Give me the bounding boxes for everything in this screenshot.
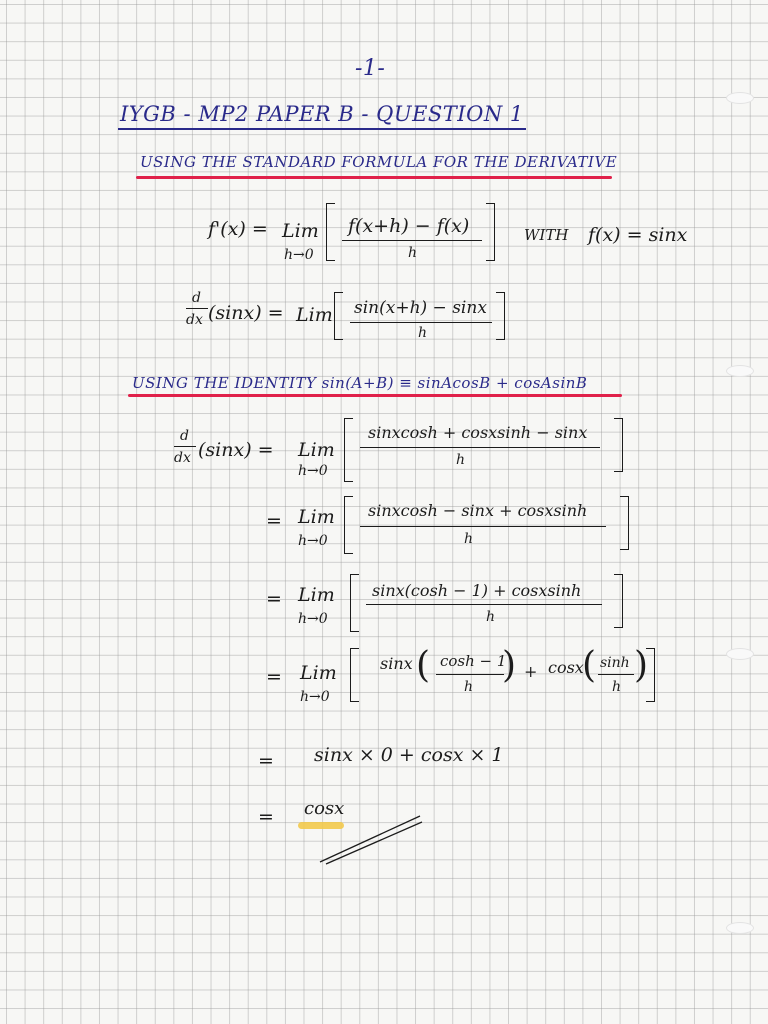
- fraction-bar: [360, 447, 600, 448]
- fraction-numerator: f(x+h) − f(x): [348, 215, 470, 237]
- fraction-denominator: h: [408, 245, 418, 261]
- page-title: IYGB - MP2 PAPER B - QUESTION 1: [120, 102, 524, 126]
- sinx-derivative-lhs: (sinx) =: [198, 439, 274, 461]
- d-fraction-bar: [174, 446, 196, 447]
- right-bracket: [614, 574, 623, 628]
- sinx-derivative-lhs: (sinx) =: [208, 302, 284, 324]
- right-bracket: [486, 203, 495, 261]
- limit-label: Lim: [300, 662, 337, 684]
- d-denominator: dx: [186, 312, 203, 328]
- d-denominator: dx: [174, 450, 191, 466]
- limit-label: Lim: [298, 439, 335, 461]
- d-fraction-bar: [186, 308, 208, 309]
- left-bracket: [334, 292, 343, 340]
- limit-subscript: h→0: [298, 611, 328, 627]
- limit-result: sinx × 0 + cosx × 1: [314, 744, 504, 766]
- limit-label: Lim: [282, 220, 319, 242]
- fraction-bar: [350, 322, 492, 323]
- fraction-numerator: cosh − 1: [440, 652, 507, 670]
- answer-double-underline: [316, 812, 426, 866]
- left-bracket: [326, 203, 335, 261]
- punch-hole: [726, 922, 754, 934]
- close-paren: ): [634, 645, 649, 686]
- section-heading-2: USING THE IDENTITY sin(A+B) ≡ sinAcosB + cosAsinB: [132, 374, 588, 392]
- function-condition: f(x) = sinx: [588, 224, 688, 246]
- fraction-numerator: sinxcosh + cosxsinh − sinx: [368, 423, 588, 442]
- limit-label: Lim: [298, 584, 335, 606]
- open-paren: (: [416, 645, 431, 686]
- punch-hole: [726, 92, 754, 104]
- fraction-bar: [360, 526, 606, 527]
- equals-sign: =: [266, 588, 282, 610]
- right-bracket: [614, 418, 623, 472]
- fraction-numerator: sinh: [600, 655, 630, 671]
- heading-2-underline: [128, 394, 622, 397]
- right-bracket: [496, 292, 505, 340]
- limit-subscript: h→0: [298, 463, 328, 479]
- fraction-denominator: h: [464, 531, 474, 547]
- fraction-denominator: h: [486, 609, 496, 625]
- final-answer: cosx: [304, 798, 345, 819]
- limit-subscript: h→0: [298, 533, 328, 549]
- limit-subscript: h→0: [284, 247, 314, 263]
- open-paren: (: [582, 645, 597, 686]
- with-label: WITH: [524, 226, 569, 244]
- fraction-bar: [366, 604, 602, 605]
- fraction-denominator: h: [612, 679, 622, 695]
- fraction-numerator: sinx(cosh − 1) + cosxsinh: [372, 581, 582, 600]
- section-heading-1: USING THE STANDARD FORMULA FOR THE DERIVATIVE: [140, 153, 618, 171]
- equals-sign: =: [266, 510, 282, 532]
- plus-sign: +: [524, 662, 538, 681]
- title-underline: [118, 128, 526, 130]
- derivative-definition-lhs: f'(x) =: [208, 218, 268, 240]
- fraction-denominator: h: [464, 679, 474, 695]
- left-bracket: [350, 574, 359, 632]
- d-numerator: d: [192, 290, 201, 306]
- left-bracket: [344, 496, 353, 554]
- fraction-bar: [436, 674, 504, 675]
- page-number: -1-: [355, 56, 386, 81]
- punch-hole: [726, 365, 754, 377]
- left-bracket: [344, 418, 353, 482]
- equals-sign: =: [258, 806, 274, 828]
- limit-label: Lim: [298, 506, 335, 528]
- d-numerator: d: [180, 428, 189, 444]
- punch-hole: [726, 648, 754, 660]
- close-paren: ): [502, 645, 517, 686]
- fraction-bar: [342, 240, 482, 241]
- equals-sign: =: [258, 750, 274, 772]
- term-cosx: cosx: [548, 658, 584, 677]
- fraction-numerator: sinxcosh − sinx + cosxsinh: [368, 501, 588, 520]
- fraction-denominator: h: [418, 325, 428, 341]
- fraction-denominator: h: [456, 452, 466, 468]
- limit-subscript: h→0: [300, 689, 330, 705]
- right-bracket: [620, 496, 629, 550]
- right-bracket: [646, 648, 655, 702]
- heading-1-underline: [136, 176, 612, 179]
- left-bracket: [350, 648, 359, 702]
- limit-label: Lim: [296, 304, 333, 326]
- fraction-bar: [598, 674, 634, 675]
- fraction-numerator: sin(x+h) − sinx: [354, 298, 487, 318]
- equals-sign: =: [266, 666, 282, 688]
- term-sinx: sinx: [380, 654, 413, 673]
